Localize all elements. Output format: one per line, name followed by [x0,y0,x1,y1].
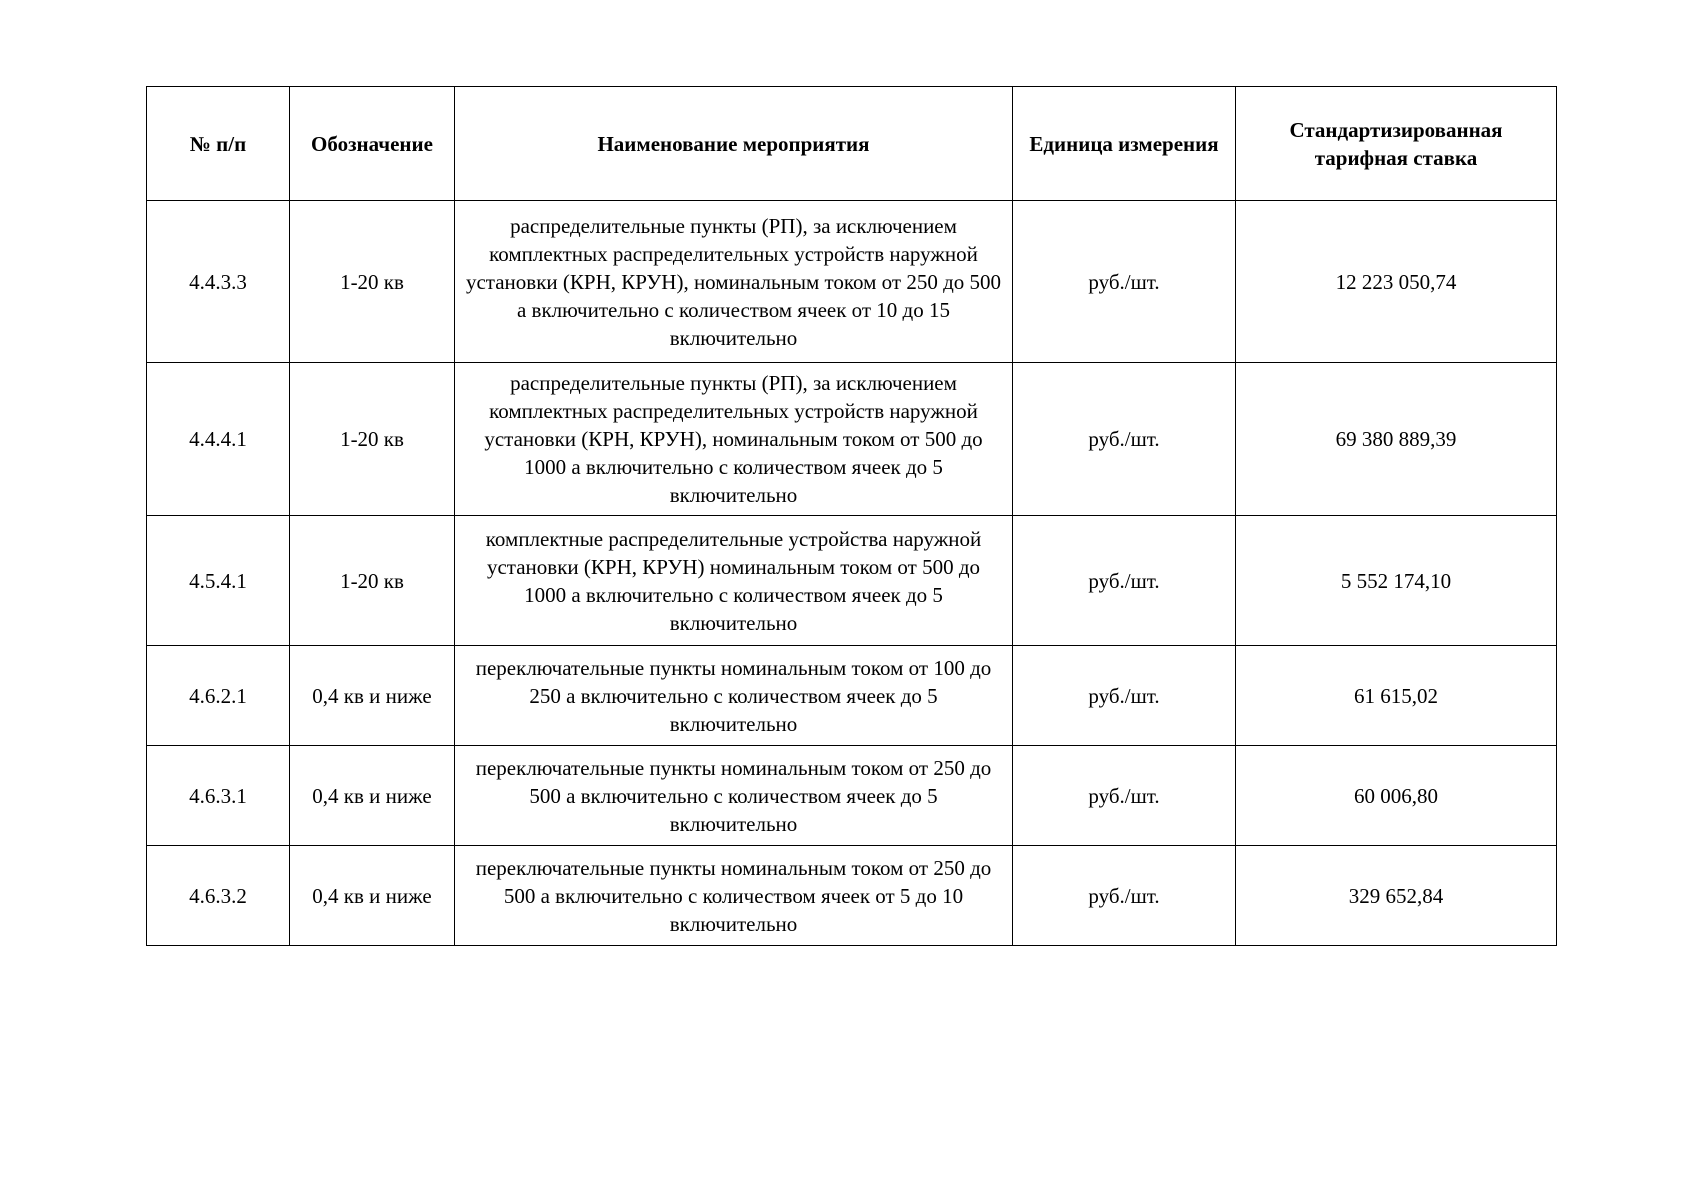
header-unit: Единица измерения [1013,87,1236,201]
header-number: № п/п [147,87,290,201]
header-rate: Стандартизированная тарифная ставка [1236,87,1557,201]
cell-designation: 0,4 кв и ниже [290,746,455,846]
cell-designation: 1-20 кв [290,516,455,646]
cell-designation: 1-20 кв [290,201,455,363]
cell-number: 4.4.4.1 [147,363,290,516]
cell-unit: руб./шт. [1013,746,1236,846]
header-designation: Обозначение [290,87,455,201]
table-row [147,846,1557,946]
cell-rate: 61 615,02 [1236,646,1557,746]
table-row [147,201,1557,363]
table-row [147,516,1557,646]
cell-designation: 0,4 кв и ниже [290,846,455,946]
cell-number: 4.5.4.1 [147,516,290,646]
cell-name: распределительные пункты (РП), за исключением комплектных распределительных устройств наружной установки (КРН, КРУН), номинальным током от 250 до 500 а включительно с количеством ячеек от 10 до 15 включительно [455,201,1013,363]
cell-name: распределительные пункты (РП), за исключением комплектных распределительных устройств наружной установки (КРН, КРУН), номинальным током от 500 до 1000 а включительно с количеством ячеек до 5 включительно [455,363,1013,516]
cell-rate: 329 652,84 [1236,846,1557,946]
cell-number: 4.6.2.1 [147,646,290,746]
cell-designation: 0,4 кв и ниже [290,646,455,746]
cell-name: переключательные пункты номинальным током от 100 до 250 а включительно с количеством ячеек до 5 включительно [455,646,1013,746]
cell-number: 4.6.3.1 [147,746,290,846]
cell-unit: руб./шт. [1013,516,1236,646]
table-row [147,646,1557,746]
header-name: Наименование мероприятия [455,87,1013,201]
cell-rate: 60 006,80 [1236,746,1557,846]
table-row [147,746,1557,846]
tariff-table [146,86,1557,946]
cell-number: 4.4.3.3 [147,201,290,363]
table-body [147,201,1557,946]
cell-unit: руб./шт. [1013,201,1236,363]
header-row [147,87,1557,201]
cell-unit: руб./шт. [1013,363,1236,516]
cell-name: комплектные распределительные устройства наружной установки (КРН, КРУН) номинальным током от 500 до 1000 а включительно с количеством ячеек до 5 включительно [455,516,1013,646]
cell-designation: 1-20 кв [290,363,455,516]
cell-rate: 12 223 050,74 [1236,201,1557,363]
cell-rate: 69 380 889,39 [1236,363,1557,516]
table-header [147,87,1557,201]
table-row [147,363,1557,516]
cell-rate: 5 552 174,10 [1236,516,1557,646]
cell-unit: руб./шт. [1013,846,1236,946]
cell-name: переключательные пункты номинальным током от 250 до 500 а включительно с количеством ячеек до 5 включительно [455,746,1013,846]
cell-unit: руб./шт. [1013,646,1236,746]
cell-number: 4.6.3.2 [147,846,290,946]
cell-name: переключательные пункты номинальным током от 250 до 500 а включительно с количеством ячеек от 5 до 10 включительно [455,846,1013,946]
